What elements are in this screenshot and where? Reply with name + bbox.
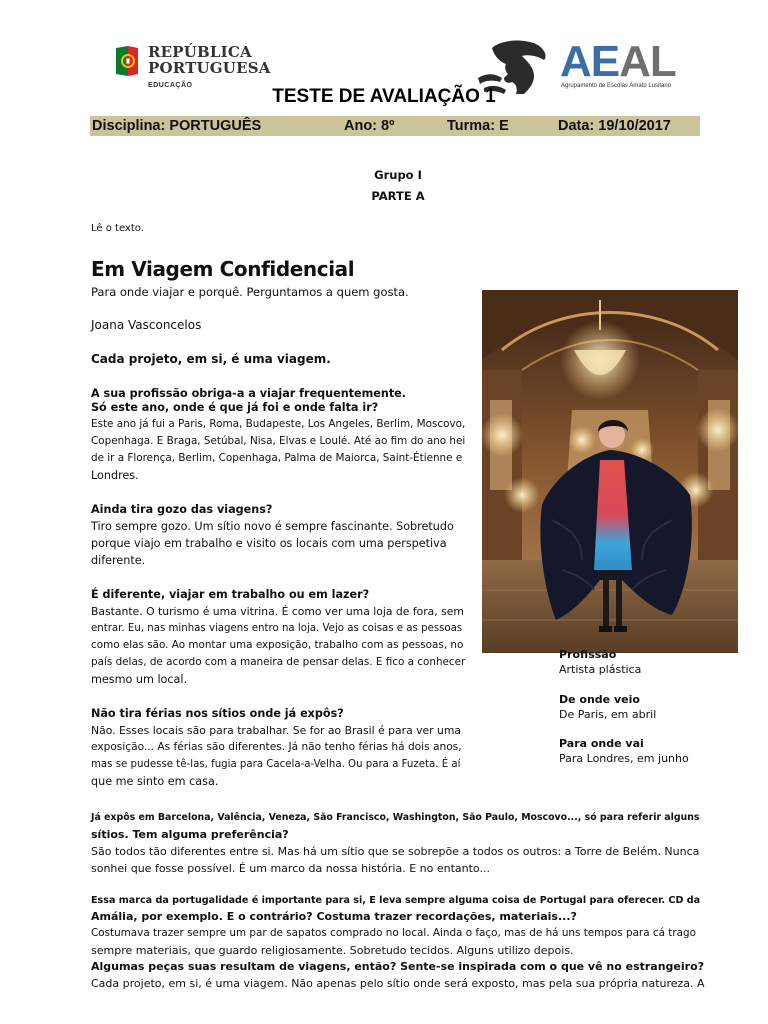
answer-line: de ir a Florença, Berlim, Copenhaga, Palma de Maiorca, Saint-Étienne e <box>91 452 463 464</box>
answer-line: Este ano já fui a Paris, Roma, Budapeste, Los Angeles, Berlim, Moscovo, <box>91 418 466 430</box>
artist-photo <box>482 290 738 653</box>
from-label: De onde veio <box>559 693 640 706</box>
to-label: Para onde vai <box>559 737 644 750</box>
answer-line: Tiro sempre gozo. Um sítio novo é sempre fascinante. Sobretudo <box>91 520 454 533</box>
answer-line: Costumava trazer sempre um par de sapatos comprado no local. Ainda o faço, mas de há uns tempos para cá trago <box>91 927 696 939</box>
answer-line: Bastante. O turismo é uma vitrina. É como ver uma loja de fora, sem <box>91 605 464 618</box>
answer-line: entrar. Eu, nas minhas viagens entro na loja. Vejo as coisas e as pessoas <box>91 623 463 634</box>
instruction-text: Lê o texto. <box>91 223 144 234</box>
author-name: Joana Vasconcelos <box>91 318 202 332</box>
article-title: Em Viagem Confidencial <box>91 257 355 281</box>
answer-line: Londres. <box>91 469 139 482</box>
question-line: Não tira férias nos sítios onde já expôs? <box>91 707 344 720</box>
answer-line: porque viajo em trabalho e visito os locais com uma perspetiva <box>91 537 447 550</box>
question-line: A sua profissão obriga-a a viajar frequentemente. <box>91 387 407 400</box>
answer-line: exposição... As férias são diferentes. Já não tenho férias há dois anos, <box>91 741 462 753</box>
aeal-subtitle: Agrupamento de Escolas Amato Lusitano <box>561 83 672 89</box>
answer-line: mas se pudesse tê-las, fugia para Cacela-a-Velha. Ou para a Fuzeta. É aí <box>91 759 461 770</box>
part-heading: PARTE A <box>371 189 425 203</box>
question-line: Algumas peças suas resultam de viagens, então? Sente-se inspirada com o que vê no estrangeiro? <box>91 960 705 973</box>
answer-line: país delas, de acordo com a maneira de pensar delas. E fico a conhecer <box>91 656 466 668</box>
educacao-text: EDUCAÇÃO <box>148 82 193 89</box>
aeal-wordmark: AEAL <box>560 37 676 86</box>
class-field: Turma: E <box>447 118 509 134</box>
article-subtitle: Para onde viajar e porquê. Perguntamos a quem gosta. <box>91 285 409 299</box>
answer-line: sonhei que fosse possível. É um marco da nossa história. E no entanto... <box>91 862 490 875</box>
article-lead: Cada projeto, em si, é uma viagem. <box>91 352 331 366</box>
answer-line: Cada projeto, em si, é uma viagem. Não apenas pelo sítio onde será exposto, mas pela sua própria natureza. A <box>91 977 705 990</box>
answer-line: Copenhaga. E Braga, Setúbal, Nisa, Elvas e Loulé. Até ao fim do ano hei <box>91 435 466 447</box>
question-line: Ainda tira gozo das viagens? <box>91 503 273 516</box>
question-line: É diferente, viajar em trabalho ou em lazer? <box>91 588 370 601</box>
profession-label: Profissão <box>559 648 617 661</box>
info-bar <box>90 116 700 136</box>
question-line: Amália, por exemplo. E o contrário? Costuma trazer recordações, materiais...? <box>91 910 577 923</box>
portuguese-flag-icon <box>114 44 140 78</box>
subject-field: Disciplina: PORTUGUÊS <box>92 118 262 134</box>
profession-value: Artista plástica <box>559 663 642 676</box>
date-field: Data: 19/10/2017 <box>558 118 671 134</box>
question-line: Já expôs em Barcelona, Valência, Veneza, São Francisco, Washington, São Paulo, Moscovo..., só para referir alguns <box>91 812 700 823</box>
answer-line: diferente. <box>91 554 146 567</box>
answer-line: sempre materiais, que guardo religiosamente. Sobretudo tecidos. Alguns utilizo depois. <box>91 944 574 957</box>
answer-line: mesmo um local. <box>91 673 188 686</box>
year-field: Ano: 8º <box>344 118 395 134</box>
test-title: TESTE DE AVALIAÇÃO 1 <box>272 86 496 107</box>
group-heading: Grupo I <box>374 168 422 182</box>
to-value: Para Londres, em junho <box>559 752 689 765</box>
answer-line: Não. Esses locais são para trabalhar. Se for ao Brasil é para ver uma <box>91 724 462 737</box>
answer-line: São todos tão diferentes entre si. Mas há um sítio que se sobrepõe a todos os outros: a Torre de Belém. Nunca <box>91 845 700 858</box>
question-line: Essa marca da portugalidade é importante para si, E leva sempre alguma coisa de Portugal para oferecer. CD da <box>91 895 701 906</box>
republica-portuguesa-text: REPÚBLICA PORTUGUESA <box>148 43 271 77</box>
answer-line: que me sinto em casa. <box>91 775 219 788</box>
from-value: De Paris, em abril <box>559 708 657 721</box>
question-line: Só este ano, onde é que já foi e onde falta ir? <box>91 401 379 414</box>
answer-line: como elas são. Ao montar uma exposição, trabalho com as pessoas, no <box>91 639 464 651</box>
question-line: sítios. Tem alguma preferência? <box>91 828 289 841</box>
